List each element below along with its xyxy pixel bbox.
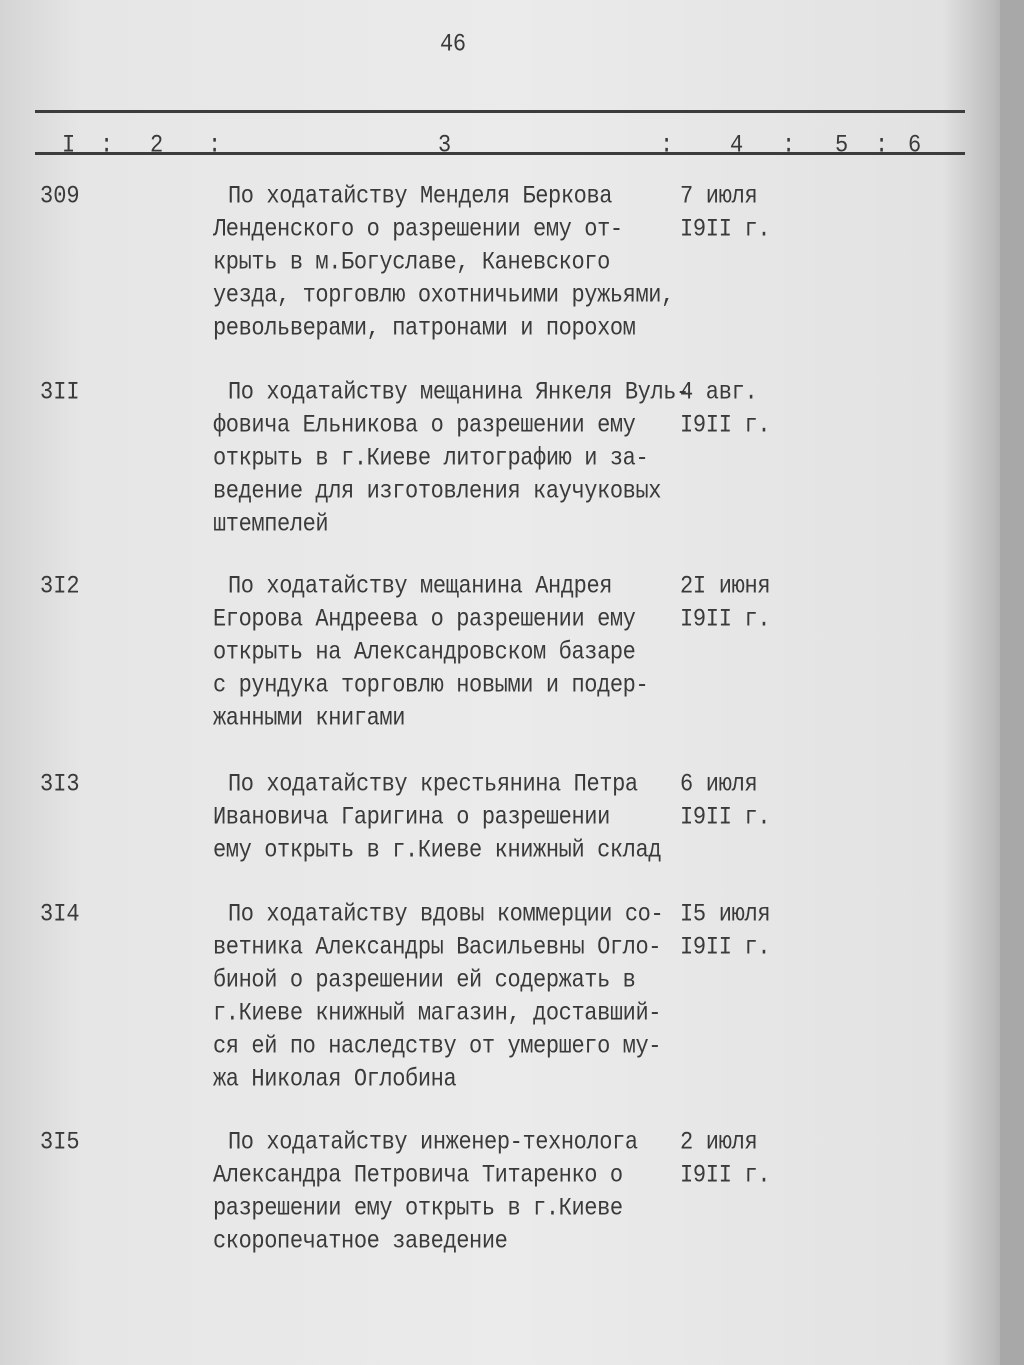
- entry-number: 3I3: [40, 770, 80, 799]
- entry-text-line: Александра Петровича Титаренко о: [213, 1161, 623, 1190]
- entry-date: I9II г.: [680, 1161, 771, 1190]
- header-bottom-rule: [35, 152, 965, 155]
- entry-text-line: ему открыть в г.Киеве книжный склад: [213, 836, 662, 865]
- col-4: 4: [730, 131, 744, 160]
- entry-text-line: с рундука торговлю новыми и подер-: [213, 671, 649, 700]
- col-6: 6: [908, 131, 922, 160]
- entry-text-line: По ходатайству мещанина Янкеля Вуль-: [228, 378, 689, 407]
- entry-date: 7 июля: [680, 182, 758, 211]
- entry-text-line: фовича Ельникова о разрешении ему: [213, 411, 636, 440]
- entry-date: 2 июля: [680, 1128, 758, 1157]
- col-1: I: [62, 131, 76, 160]
- entry-number: 3I5: [40, 1128, 80, 1157]
- entry-text-line: По ходатайству вдовы коммерции со-: [228, 900, 664, 929]
- entry-text-line: жанными книгами: [213, 704, 406, 733]
- page-edge: [1000, 0, 1024, 1365]
- entry-date: I9II г.: [680, 411, 771, 440]
- entry-date: I9II г.: [680, 215, 771, 244]
- col-sep: :: [208, 131, 222, 160]
- entry-text-line: револьверами, патронами и порохом: [213, 314, 636, 343]
- entry-number: 3I4: [40, 900, 80, 929]
- entry-text-line: ветника Александры Васильевны Огло-: [213, 933, 662, 962]
- entry-text-line: г.Киеве книжный магазин, доставший-: [213, 999, 662, 1028]
- entry-date: I9II г.: [680, 933, 771, 962]
- entry-number: 3II: [40, 378, 80, 407]
- header-top-rule: [35, 110, 965, 113]
- entry-number: 309: [40, 182, 80, 211]
- entry-text-line: жа Николая Оглобина: [213, 1065, 457, 1094]
- col-sep: :: [660, 131, 674, 160]
- entry-text-line: уезда, торговлю охотничьими ружьями,: [213, 281, 674, 310]
- col-sep: :: [875, 131, 889, 160]
- entry-text-line: Ленденского о разрешении ему от-: [213, 215, 623, 244]
- entry-text-line: открыть в г.Киеве литографию и за-: [213, 444, 649, 473]
- entry-date: 6 июля: [680, 770, 758, 799]
- entry-text-line: Егорова Андреева о разрешении ему: [213, 605, 636, 634]
- entry-date: I9II г.: [680, 803, 771, 832]
- entry-date: 2I июня: [680, 572, 771, 601]
- entry-text-line: разрешении ему открыть в г.Киеве: [213, 1194, 623, 1223]
- col-sep: :: [782, 131, 796, 160]
- entry-text-line: По ходатайству Менделя Беркова: [228, 182, 613, 211]
- col-2: 2: [150, 131, 164, 160]
- page-number: 46: [440, 30, 466, 59]
- entry-date: I9II г.: [680, 605, 771, 634]
- entry-text-line: По ходатайству мещанина Андрея: [228, 572, 613, 601]
- entry-text-line: По ходатайству инженер-технолога: [228, 1128, 638, 1157]
- entry-text-line: скоропечатное заведение: [213, 1227, 508, 1256]
- entry-date: 4 авг.: [680, 378, 758, 407]
- entry-number: 3I2: [40, 572, 80, 601]
- entry-text-line: штемпелей: [213, 510, 329, 539]
- entry-text-line: ведение для изготовления каучуковых: [213, 477, 662, 506]
- entry-date: I5 июля: [680, 900, 771, 929]
- entry-text-line: крыть в м.Богуславе, Каневского: [213, 248, 610, 277]
- entry-text-line: По ходатайству крестьянина Петра: [228, 770, 638, 799]
- entry-text-line: ся ей по наследству от умершего му-: [213, 1032, 662, 1061]
- col-sep: :: [100, 131, 114, 160]
- entry-text-line: биной о разрешении ей содержать в: [213, 966, 636, 995]
- col-3: 3: [438, 131, 452, 160]
- entry-text-line: Ивановича Гаригина о разрешении: [213, 803, 610, 832]
- col-5: 5: [835, 131, 849, 160]
- entry-text-line: открыть на Александровском базаре: [213, 638, 636, 667]
